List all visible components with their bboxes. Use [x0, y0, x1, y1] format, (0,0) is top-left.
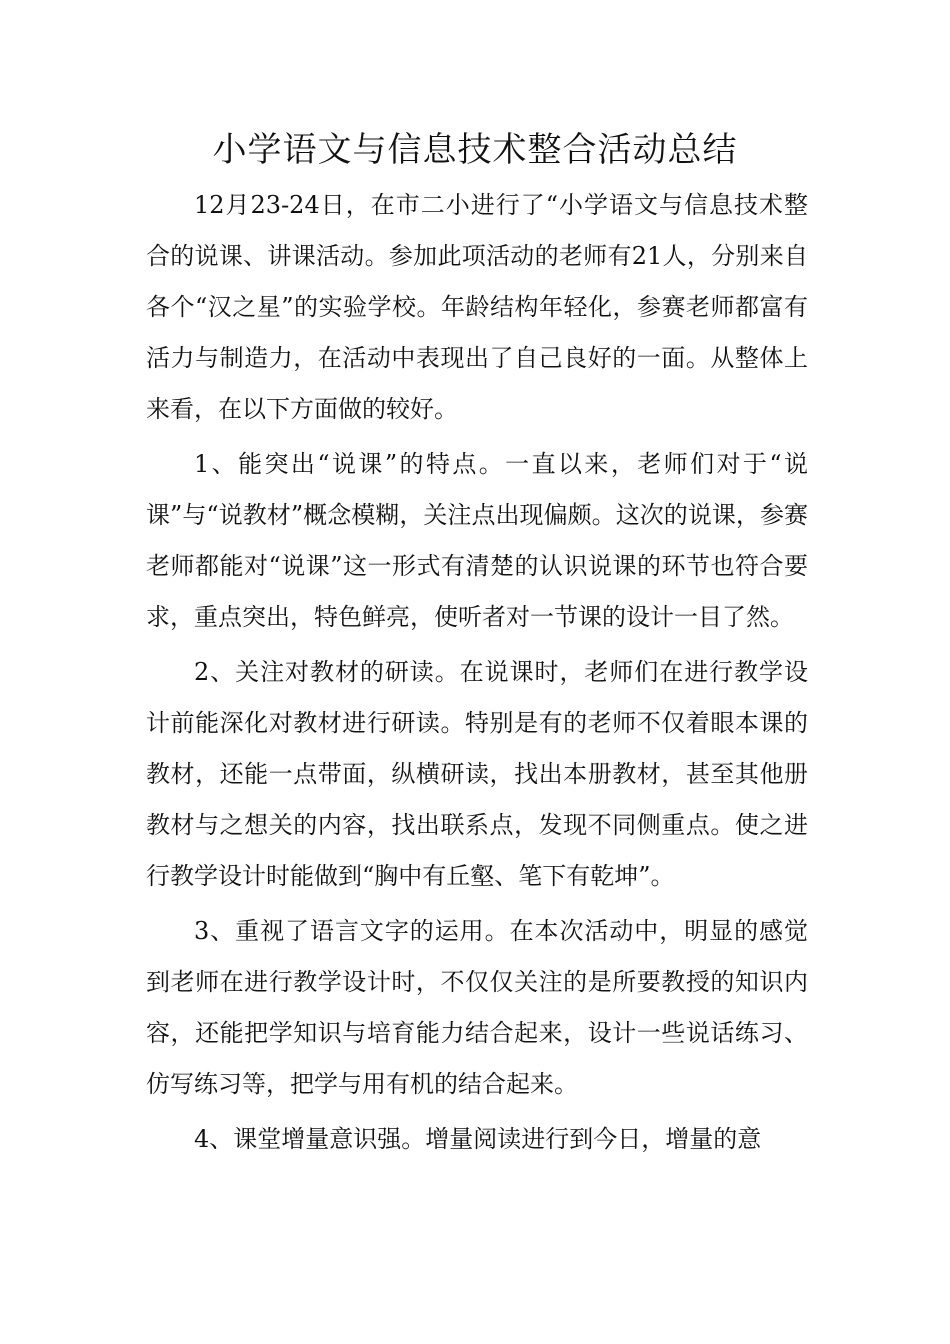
paragraph-point-4: 4、课堂增量意识强。增量阅读进行到今日，增量的意	[194, 1125, 762, 1153]
document-body	[146, 180, 808, 1169]
document-title: 小学语文与信息技术整合活动总结	[212, 130, 738, 170]
paragraph-point-3: 3、重视了语言文字的运用。在本次活动中，明显的感觉到老师在进行教学设计时，不仅仅关注的是所要教授的知识内容，还能把学知识与培育能力结合起来，设计一些说话练习、仿写练习等，把学与用有机的结合起来。	[146, 917, 808, 1098]
paragraph-point-1: 1、能突出“说课”的特点。一直以来，老师们对于“说课”与“说教材”概念模糊，关注点出现偏颇。这次的说课，参赛老师都能对“说课”这一形式有清楚的认识说课的环节也符合要求，重点突出，特色鲜亮，使听者对一节课的设计一目了然。	[146, 450, 808, 631]
paragraph-point-2: 2、关注对教材的研读。在说课时，老师们在进行教学设计前能深化对教材进行研读。特别是有的老师不仅着眼本课的教材，还能一点带面，纵横研读，找出本册教材，甚至其他册教材与之想关的内容，找出联系点，发现不同侧重点。使之进行教学设计时能做到“胸中有丘壑、笔下有乾坤”。	[146, 658, 808, 890]
paragraph-intro: 12月23-24日，在市二小进行了“小学语文与信息技术整合的说课、讲课活动。参加此项活动的老师有21人，分别来自各个“汉之星”的实验学校。年龄结构年轻化，参赛老师都富有活力与制造力，在活动中表现出了自己良好的一面。从整体上来看，在以下方面做的较好。	[146, 191, 808, 423]
